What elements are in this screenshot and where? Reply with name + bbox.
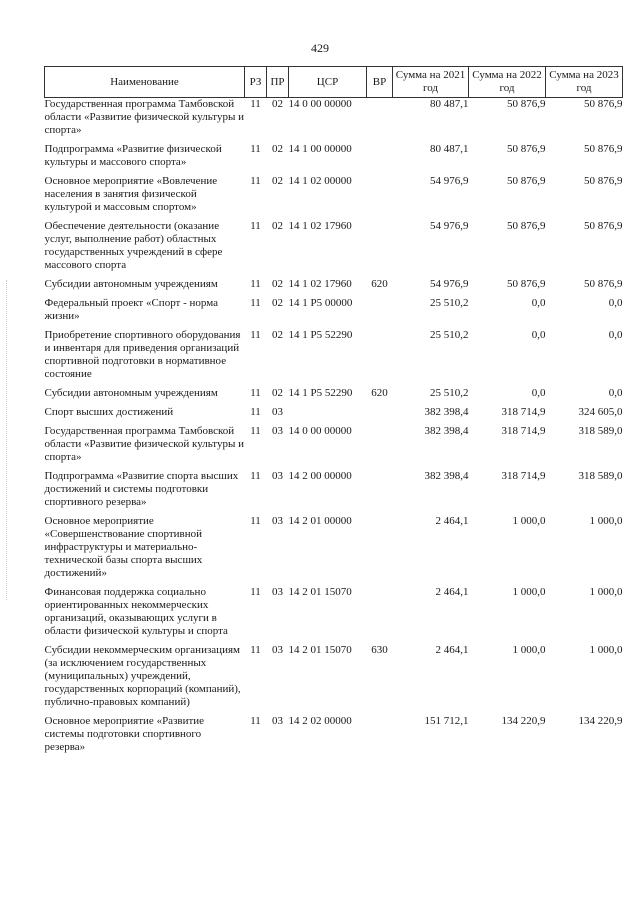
cell-sum-2021: 2 464,1	[435, 515, 469, 527]
cell-csr: 14 1 02 17960	[288, 278, 352, 290]
cell-csr: 14 1 Р5 52290	[288, 387, 353, 399]
cell-rz: 11	[250, 329, 261, 341]
cell-vr	[367, 715, 393, 760]
table-row	[45, 715, 623, 760]
cell-sum-2023: 0,0	[608, 329, 623, 341]
table-row	[45, 644, 623, 715]
table-row	[45, 329, 623, 387]
cell-rz: 11	[250, 143, 261, 155]
cell-sum-2021: 54 976,9	[430, 278, 469, 290]
cell-sum-2022: 50 876,9	[507, 278, 546, 290]
cell-rz: 11	[250, 297, 261, 309]
cell-sum-2022: 0,0	[531, 297, 546, 309]
cell-vr: 620	[371, 387, 388, 399]
header-2023: Сумма на 2023 год	[546, 67, 623, 98]
table-body	[45, 98, 623, 761]
cell-sum-2022: 1 000,0	[512, 515, 546, 527]
cell-sum-2023: 50 876,9	[584, 143, 623, 155]
cell-sum-2023: 1 000,0	[589, 586, 623, 598]
cell-sum-2022: 50 876,9	[507, 98, 546, 110]
cell-sum-2023: 0,0	[608, 387, 623, 399]
cell-rz: 11	[250, 98, 261, 110]
cell-vr: 620	[371, 278, 388, 290]
cell-sum-2023: 50 876,9	[584, 220, 623, 232]
cell-rz: 11	[250, 220, 261, 232]
cell-vr	[367, 515, 393, 586]
cell-sum-2021: 382 398,4	[424, 470, 469, 482]
cell-vr	[367, 406, 393, 425]
cell-sum-2022: 318 714,9	[501, 406, 546, 418]
cell-csr: 14 1 02 00000	[288, 175, 352, 187]
cell-sum-2021: 382 398,4	[424, 425, 469, 437]
cell-rz: 11	[250, 406, 261, 418]
table-header-row	[45, 67, 623, 98]
cell-name: Финансовая поддержка социально ориентированных некоммерческих организаций, оказывающих услуги в области физической культуры и спорта	[44, 586, 228, 637]
cell-csr: 14 2 00 00000	[288, 470, 352, 482]
cell-sum-2023: 50 876,9	[584, 98, 623, 110]
cell-name: Спорт высших достижений	[44, 406, 174, 418]
cell-sum-2022: 50 876,9	[507, 143, 546, 155]
cell-sum-2022: 50 876,9	[507, 220, 546, 232]
cell-sum-2023: 1 000,0	[589, 515, 623, 527]
cell-pr: 03	[272, 644, 283, 656]
cell-sum-2021: 2 464,1	[435, 644, 469, 656]
cell-vr	[367, 297, 393, 329]
cell-pr: 03	[272, 425, 283, 437]
cell-sum-2022: 1 000,0	[512, 644, 546, 656]
cell-csr: 14 0 00 00000	[288, 425, 352, 437]
cell-sum-2021: 25 510,2	[430, 329, 469, 341]
cell-name: Основное мероприятие «Развитие системы подготовки спортивного резерва»	[44, 715, 205, 753]
header-pr: ПР	[267, 67, 289, 98]
cell-sum-2022: 0,0	[531, 329, 546, 341]
cell-sum-2023: 0,0	[608, 297, 623, 309]
cell-name: Основное мероприятие «Вовлечение населения в занятия физической культурой и массовым спортом»	[44, 175, 218, 213]
cell-csr: 14 2 01 15070	[288, 586, 352, 598]
cell-pr: 02	[272, 387, 283, 399]
cell-csr: 14 1 02 17960	[288, 220, 352, 232]
cell-csr: 14 1 Р5 52290	[288, 329, 353, 341]
cell-sum-2021: 54 976,9	[430, 220, 469, 232]
cell-vr	[367, 220, 393, 278]
cell-vr	[367, 143, 393, 175]
header-2022: Сумма на 2022 год	[469, 67, 546, 98]
cell-sum-2023: 1 000,0	[589, 644, 623, 656]
cell-csr: 14 2 02 00000	[288, 715, 352, 727]
cell-rz: 11	[250, 175, 261, 187]
cell-vr	[367, 329, 393, 387]
cell-csr: 14 0 00 00000	[288, 98, 352, 110]
table-row	[45, 387, 623, 406]
cell-sum-2022: 1 000,0	[512, 586, 546, 598]
budget-table	[44, 66, 623, 760]
cell-rz: 11	[250, 470, 261, 482]
cell-sum-2021: 382 398,4	[424, 406, 469, 418]
cell-sum-2023: 318 589,0	[578, 425, 623, 437]
cell-rz: 11	[250, 586, 261, 598]
table-row	[45, 515, 623, 586]
cell-csr: 14 1 Р5 00000	[288, 297, 353, 309]
cell-vr: 630	[371, 644, 388, 656]
cell-name: Подпрограмма «Развитие физической культуры и массового спорта»	[44, 143, 222, 168]
cell-csr	[289, 406, 367, 425]
table-row	[45, 278, 623, 297]
cell-pr: 03	[272, 470, 283, 482]
header-vr: ВР	[367, 67, 393, 98]
cell-sum-2022: 0,0	[531, 387, 546, 399]
cell-vr	[367, 470, 393, 515]
cell-name: Государственная программа Тамбовской области «Развитие физической культуры и спорта»	[44, 98, 244, 136]
cell-pr: 03	[272, 586, 283, 598]
cell-sum-2021: 151 712,1	[424, 715, 469, 727]
cell-csr: 14 2 01 00000	[288, 515, 352, 527]
cell-vr	[367, 175, 393, 220]
header-name: Наименование	[45, 67, 245, 98]
table-row	[45, 175, 623, 220]
page-number: 429	[311, 41, 329, 55]
table-row	[45, 143, 623, 175]
cell-sum-2021: 2 464,1	[435, 586, 469, 598]
cell-pr: 03	[272, 715, 283, 727]
cell-vr	[367, 98, 393, 144]
table-row	[45, 425, 623, 470]
cell-sum-2023: 324 605,0	[578, 406, 623, 418]
cell-csr: 14 2 01 15070	[288, 644, 352, 656]
header-rz: РЗ	[245, 67, 267, 98]
cell-name: Субсидии автономным учреждениям	[44, 278, 218, 290]
cell-name: Федеральный проект «Спорт - норма жизни»	[44, 297, 219, 322]
cell-pr: 02	[272, 98, 283, 110]
cell-sum-2022: 318 714,9	[501, 470, 546, 482]
table-row	[45, 98, 623, 144]
table-row	[45, 297, 623, 329]
cell-sum-2021: 80 487,1	[430, 143, 469, 155]
cell-name: Основное мероприятие «Совершенствование спортивной инфраструктуры и материально-технической базы спорта высших достижений»	[44, 515, 203, 579]
cell-name: Подпрограмма «Развитие спорта высших достижений и системы подготовки спортивного резерва»	[44, 470, 239, 508]
scan-margin-marks	[6, 280, 9, 600]
cell-rz: 11	[250, 644, 261, 656]
cell-sum-2021: 25 510,2	[430, 387, 469, 399]
cell-name: Приобретение спортивного оборудования и инвентаря для приведения организаций спортивной подготовки в нормативное состояние	[44, 329, 241, 380]
cell-vr	[367, 425, 393, 470]
cell-pr: 02	[272, 278, 283, 290]
cell-name: Субсидии автономным учреждениям	[44, 387, 218, 399]
table-row	[45, 220, 623, 278]
cell-rz: 11	[250, 278, 261, 290]
cell-pr: 02	[272, 143, 283, 155]
cell-rz: 11	[250, 425, 261, 437]
cell-rz: 11	[250, 715, 261, 727]
cell-pr: 03	[272, 515, 283, 527]
cell-rz: 11	[250, 515, 261, 527]
cell-csr: 14 1 00 00000	[288, 143, 352, 155]
cell-pr: 03	[272, 406, 283, 418]
cell-pr: 02	[272, 297, 283, 309]
cell-rz: 11	[250, 387, 261, 399]
cell-sum-2021: 25 510,2	[430, 297, 469, 309]
cell-sum-2023: 50 876,9	[584, 278, 623, 290]
cell-name: Государственная программа Тамбовской области «Развитие физической культуры и спорта»	[44, 425, 244, 463]
cell-sum-2022: 134 220,9	[501, 715, 546, 727]
cell-sum-2022: 318 714,9	[501, 425, 546, 437]
header-csr: ЦСР	[289, 67, 367, 98]
cell-vr	[367, 586, 393, 644]
cell-name: Субсидии некоммерческим организациям (за исключением государственных (муниципальных) учреждений, государственных корпораций (компаний), публично-правовых компаний)	[44, 644, 241, 708]
cell-name: Обеспечение деятельности (оказание услуг, выполнение работ) областных государственных учреждений в сфере массового спорта	[44, 220, 223, 271]
cell-sum-2022: 50 876,9	[507, 175, 546, 187]
cell-sum-2023: 50 876,9	[584, 175, 623, 187]
header-2021: Сумма на 2021 год	[393, 67, 469, 98]
table-row	[45, 586, 623, 644]
cell-pr: 02	[272, 220, 283, 232]
cell-pr: 02	[272, 329, 283, 341]
cell-sum-2023: 134 220,9	[578, 715, 623, 727]
cell-pr: 02	[272, 175, 283, 187]
cell-sum-2021: 80 487,1	[430, 98, 469, 110]
cell-sum-2023: 318 589,0	[578, 470, 623, 482]
table-row	[45, 470, 623, 515]
cell-sum-2021: 54 976,9	[430, 175, 469, 187]
table-row	[45, 406, 623, 425]
